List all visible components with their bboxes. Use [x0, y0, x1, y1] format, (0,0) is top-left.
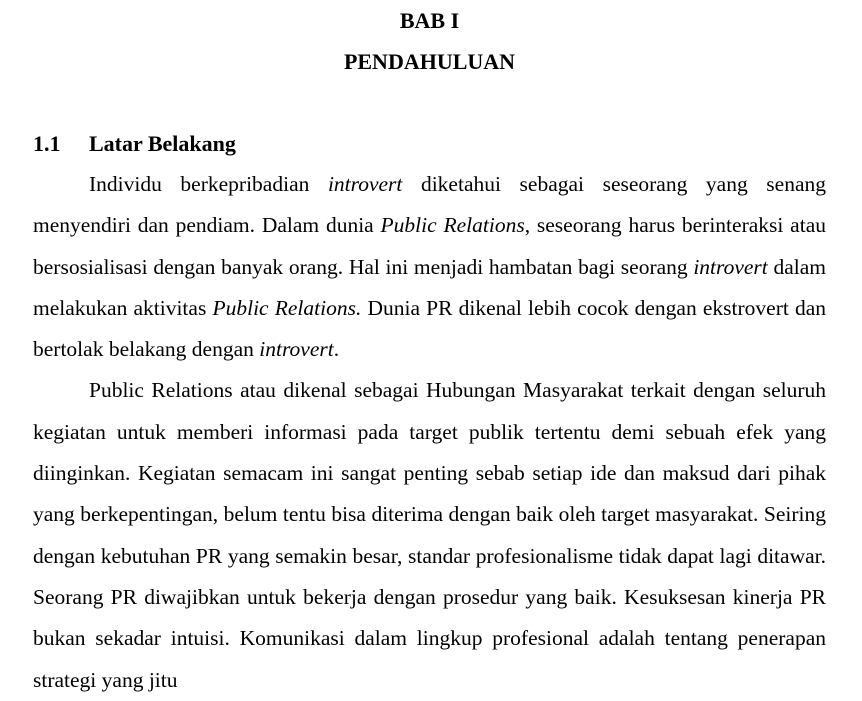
p1-italic-public-relations-1: Public Relations — [380, 213, 525, 238]
p1-text-1: Individu berkepribadian — [89, 172, 328, 196]
p1-text-6: . — [333, 337, 340, 362]
paragraph-1 — [33, 164, 826, 370]
document-page — [33, 0, 826, 701]
section-title: Latar Belakang — [89, 131, 236, 156]
section-heading — [33, 123, 826, 164]
p1-italic-introvert-3: introvert — [259, 337, 334, 362]
chapter-number: BAB I — [399, 8, 460, 33]
chapter-title: PENDAHULUAN — [343, 49, 516, 74]
p1-text-2: diketahui sebagai seseorang yang senang menyendiri dan pendiam. Dalam dunia — [33, 172, 826, 238]
p1-italic-introvert-1: introvert — [327, 172, 403, 196]
p1-text-5: Dunia PR dikenal lebih cocok dengan ekstrovert dan bertolak belakang dengan — [33, 295, 827, 362]
paragraph-2: Public Relations atau dikenal sebagai Hubungan Masyarakat terkait dengan seluruh kegiatan untuk memberi informasi pada target publik tertentu demi sebuah efek yang diinginkan. Kegiatan semacam ini sangat penting sebab setiap ide dan maksud dari pihak yang berkepentingan, belum tentu bisa diterima dengan baik oleh target masyarakat. Seiring dengan kebutuhan PR yang semakin besar, standar profesionalisme tidak dapat lagi ditawar. Seorang PR diwajibkan untuk bekerja dengan prosedur yang baik. Kesuksesan kinerja PR bukan sekadar intuisi. Komunikasi dalam lingkup profesional adalah tentang penerapan strategi yang jitu — [33, 378, 826, 692]
p1-text-4: dalam melakukan aktivitas — [33, 254, 826, 320]
section-number: 1.1 — [33, 131, 61, 156]
p1-text-3: , seseorang harus berinteraksi atau bersosialisasi dengan banyak orang. Hal ini menjadi hambatan bagi seorang — [33, 213, 826, 279]
p1-italic-introvert-2: introvert — [693, 254, 768, 279]
p1-italic-public-relations-2: Public Relations. — [212, 295, 362, 320]
